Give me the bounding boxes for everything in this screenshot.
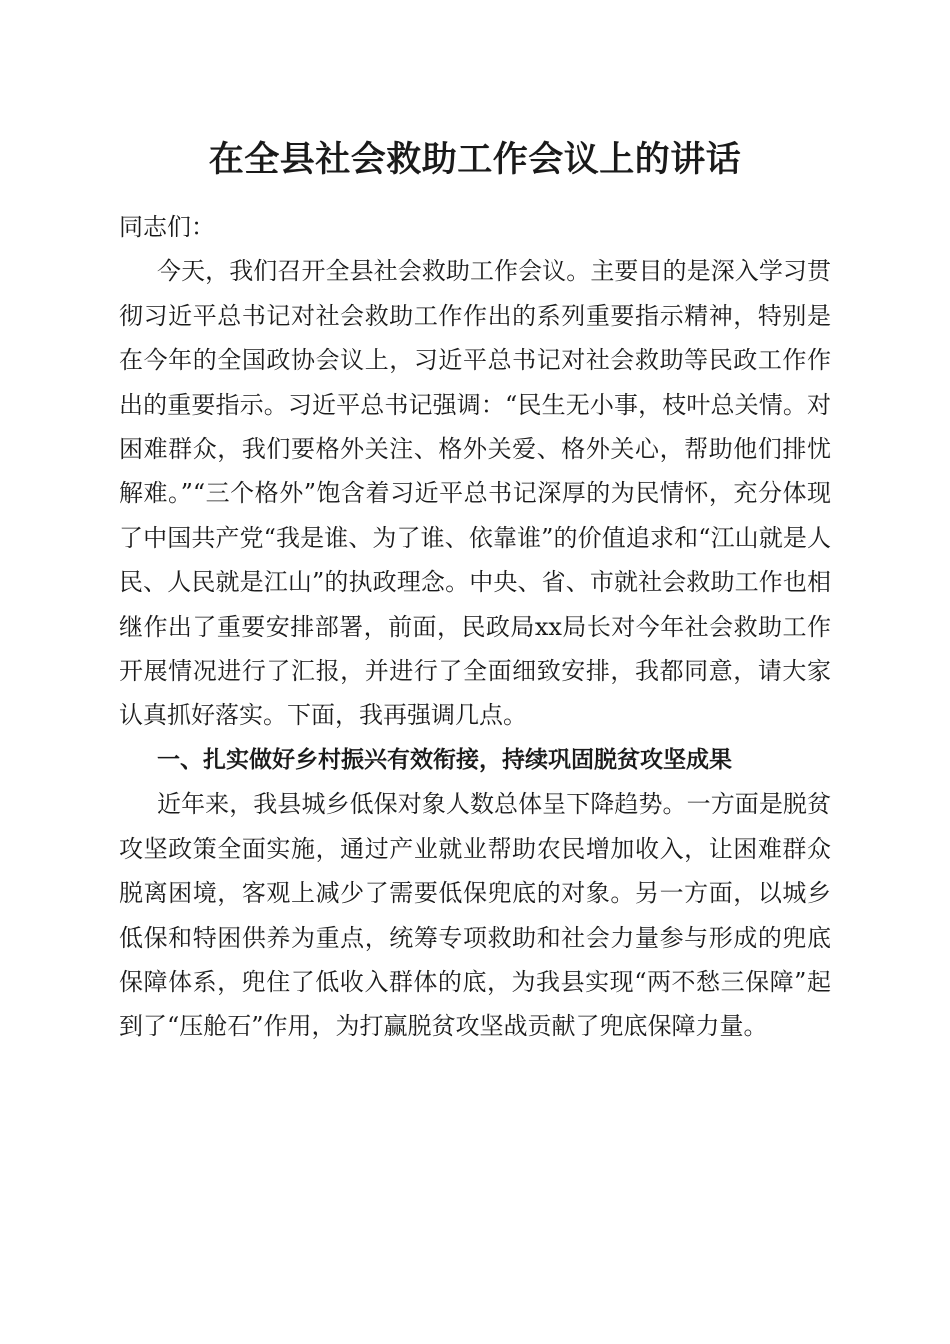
document-title: 在全县社会救助工作会议上的讲话: [208, 140, 742, 180]
section-paragraph: 近年来，我县城乡低保对象人数总体呈下降趋势。一方面是脱贫攻坚政策全面实施，通过产业就业帮助农民增加收入，让困难群众脱离困境，客观上减少了需要低保兜底的对象。另一方面，以城乡低保和特困供养为重点，统筹专项救助和社会力量参与形成的兜底保障体系，兜住了低收入群体的底，为我县实现“两不愁三保障”起到了“压舱石”作用，为打赢脱贫攻坚战贡献了兜底保障力量。: [119, 790, 831, 1041]
document-body: [119, 205, 831, 1049]
section-heading: 一、扎实做好乡村振兴有效衔接，持续巩固脱贫攻坚成果: [157, 746, 732, 773]
salutation: 同志们：: [119, 213, 215, 241]
intro-paragraph: 今天，我们召开全县社会救助工作会议。主要目的是深入学习贯彻习近平总书记对社会救助工作作出的系列重要指示精神，特别是在今年的全国政协会议上，习近平总书记对社会救助等民政工作作出的重要指示。习近平总书记强调：“民生无小事，枝叶总关情。对困难群众，我们要格外关注、格外关爱、格外关心，帮助他们排忧解难。”“三个格外”饱含着习近平总书记深厚的为民情怀，充分体现了中国共产党“我是谁、为了谁、依靠谁”的价值追求和“江山就是人民、人民就是江山”的执政理念。中央、省、市就社会救助工作也相继作出了重要安排部署，前面，民政局xx局长对今年社会救助工作开展情况进行了汇报，并进行了全面细致安排，我都同意，请大家认真抓好落实。下面，我再强调几点。: [119, 257, 831, 730]
